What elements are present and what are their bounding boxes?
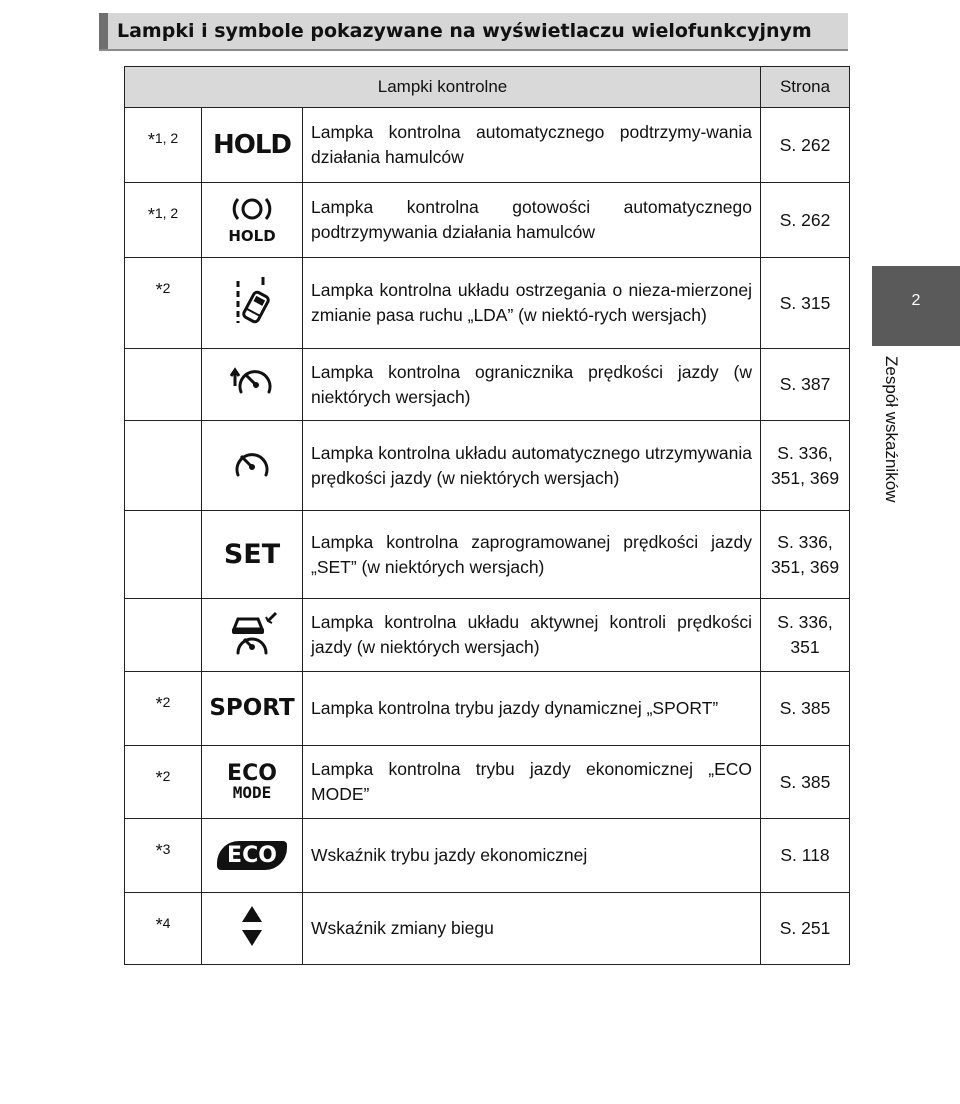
footnote-cell: *2: [125, 746, 202, 819]
description-cell: Lampka kontrolna zaprogramowanej prędkości jazdy „SET” (w niektórych wersjach): [303, 511, 761, 599]
table-header-row: [125, 67, 850, 108]
icon-cell: [202, 349, 303, 421]
page-cell: S. 336, 351, 369: [761, 421, 850, 511]
footnote-cell: *2: [125, 672, 202, 746]
eco-indicator-icon: ECO: [217, 841, 287, 870]
description-cell: Lampka kontrolna ogranicznika prędkości jazdy (w niektórych wersjach): [303, 349, 761, 421]
page-cell: S. 315: [761, 258, 850, 349]
header-bar: [99, 13, 108, 49]
table-row: [125, 672, 850, 746]
description-cell: Lampka kontrolna gotowości automatycznego podtrzymywania działania hamulców: [303, 183, 761, 258]
description-cell: Lampka kontrolna trybu jazdy dynamicznej „SPORT”: [303, 672, 761, 746]
icon-cell: [202, 819, 303, 893]
description-cell: Lampka kontrolna trybu jazdy ekonomicznej „ECO MODE”: [303, 746, 761, 819]
footnote-cell: *1, 2: [125, 108, 202, 183]
section-header: [99, 13, 848, 51]
page-cell: S. 336, 351: [761, 599, 850, 672]
description-cell: Lampka kontrolna układu ostrzegania o nieza-mierzonej zmianie pasa ruchu „LDA” (w niektó-rych wersjach): [303, 258, 761, 349]
icon-cell: [202, 672, 303, 746]
hold-text-icon: HOLD: [212, 130, 291, 160]
footnote-cell: *4: [125, 893, 202, 965]
footnote-cell: *1, 2: [125, 183, 202, 258]
radar-cruise-icon: [224, 611, 280, 660]
page-cell: S. 118: [761, 819, 850, 893]
icon-cell: [202, 258, 303, 349]
footnote-cell: *2: [125, 258, 202, 349]
page-cell: S. 336, 351, 369: [761, 511, 850, 599]
icon-cell: [202, 599, 303, 672]
table-row: [125, 893, 850, 965]
table-row: [125, 599, 850, 672]
speed-limiter-icon: [227, 362, 277, 407]
description-cell: Wskaźnik zmiany biegu: [303, 893, 761, 965]
icon-cell: [202, 511, 303, 599]
page-cell: S. 251: [761, 893, 850, 965]
table-row: [125, 183, 850, 258]
page-cell: S. 262: [761, 183, 850, 258]
description-cell: Lampka kontrolna układu automatycznego utrzymywania prędkości jazdy (w niektórych wersjach): [303, 421, 761, 511]
footnote-cell: [125, 511, 202, 599]
footnote-cell: [125, 349, 202, 421]
icon-cell: [202, 421, 303, 511]
table-row: [125, 258, 850, 349]
cruise-control-icon: [230, 443, 274, 488]
table-row: [125, 819, 850, 893]
indicator-table: [124, 66, 850, 965]
eco-mode-text-icon: ECO MODE: [227, 761, 277, 802]
footnote-cell: [125, 421, 202, 511]
chapter-tab: [872, 266, 960, 346]
lane-departure-icon: [230, 275, 274, 332]
description-cell: Wskaźnik trybu jazdy ekonomicznej: [303, 819, 761, 893]
set-text-icon: SET: [223, 539, 281, 570]
footnote-cell: [125, 599, 202, 672]
footnote-cell: *3: [125, 819, 202, 893]
page-cell: S. 387: [761, 349, 850, 421]
icon-cell: [202, 746, 303, 819]
table-row: [125, 511, 850, 599]
brake-hold-standby-icon: HOLD: [222, 195, 282, 246]
page-cell: S. 262: [761, 108, 850, 183]
table-row: [125, 421, 850, 511]
icon-cell: [202, 183, 303, 258]
shift-indicator-icon: [240, 904, 264, 953]
section-title: Lampki i symbole pokazywane na wyświetlaczu wielofunkcyjnym: [117, 20, 812, 42]
description-cell: Lampka kontrolna automatycznego podtrzymy-wania działania hamulców: [303, 108, 761, 183]
chapter-number: 2: [911, 292, 921, 309]
page-cell: S. 385: [761, 746, 850, 819]
page-cell: S. 385: [761, 672, 850, 746]
column-header-indicator: Lampki kontrolne: [125, 67, 761, 108]
description-cell: Lampka kontrolna układu aktywnej kontroli prędkości jazdy (w niektórych wersjach): [303, 599, 761, 672]
table-row: [125, 108, 850, 183]
icon-cell: [202, 893, 303, 965]
sport-text-icon: SPORT: [209, 695, 295, 721]
table-row: [125, 349, 850, 421]
icon-cell: [202, 108, 303, 183]
chapter-title: Zespół wskaźników: [882, 356, 901, 503]
table-row: [125, 746, 850, 819]
column-header-page: Strona: [761, 67, 850, 108]
